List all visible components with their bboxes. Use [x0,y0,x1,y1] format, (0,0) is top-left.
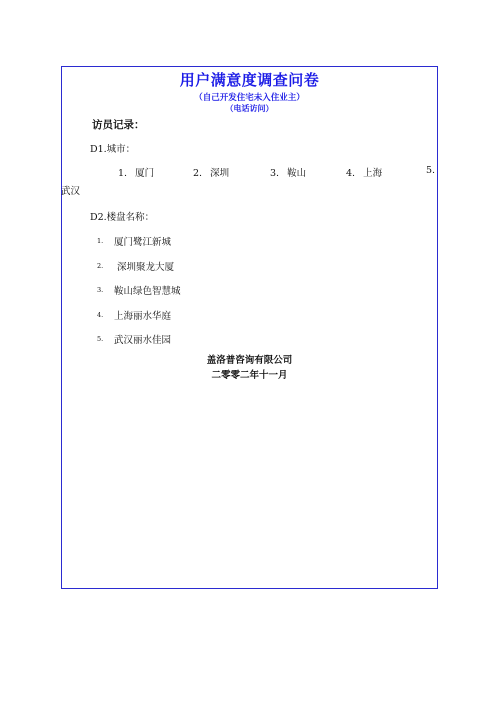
option-number: 5. [426,165,436,176]
option-number: 1. [97,237,104,245]
option-number: 3. [270,168,280,179]
city-option-5 [426,165,443,176]
section-heading: 访员记录： [92,119,145,131]
list-item [97,259,397,284]
option-number: 2. [97,261,104,270]
page-subtitle: （自己开发住宅未入住业主） [194,93,305,103]
option-text: 鞍山绿色智慧城 [114,286,181,297]
option-number: 3. [97,286,104,294]
option-number: 5. [97,335,104,343]
option-text: 厦门 [135,168,155,179]
option-text: 武汉丽水佳园 [114,335,172,346]
list-item [97,234,397,259]
project-option-list [97,234,397,357]
option-number: 2. [193,168,203,179]
option-number: 4. [97,310,104,319]
option-text: 上海 [363,168,383,179]
question-project-label: D2.楼盘名称： [90,212,155,223]
option-number: 4. [346,168,356,179]
city-option-5-text: 武汉 [61,186,81,197]
list-item [97,308,397,333]
city-option-2 [193,165,229,179]
option-number: 1. [118,168,128,179]
city-option-3 [270,165,306,179]
option-text: 深圳聚龙大厦 [117,261,175,273]
page-title: 用户满意度调查问卷 [179,71,320,89]
list-item [97,283,397,308]
question-city-label: D1.城市： [90,144,136,155]
option-text: 厦门鹭江新城 [114,237,172,248]
company-name: 盖洛普咨询有限公司 [206,355,293,366]
document-date: 二零零二年十一月 [211,370,288,381]
option-text: 上海丽水华庭 [114,310,172,322]
option-text: 深圳 [210,168,230,179]
page-subtitle-method: （电话访问） [225,104,274,113]
option-text: 鞍山 [287,168,307,179]
city-option-1 [118,165,154,179]
city-option-4 [346,165,382,179]
